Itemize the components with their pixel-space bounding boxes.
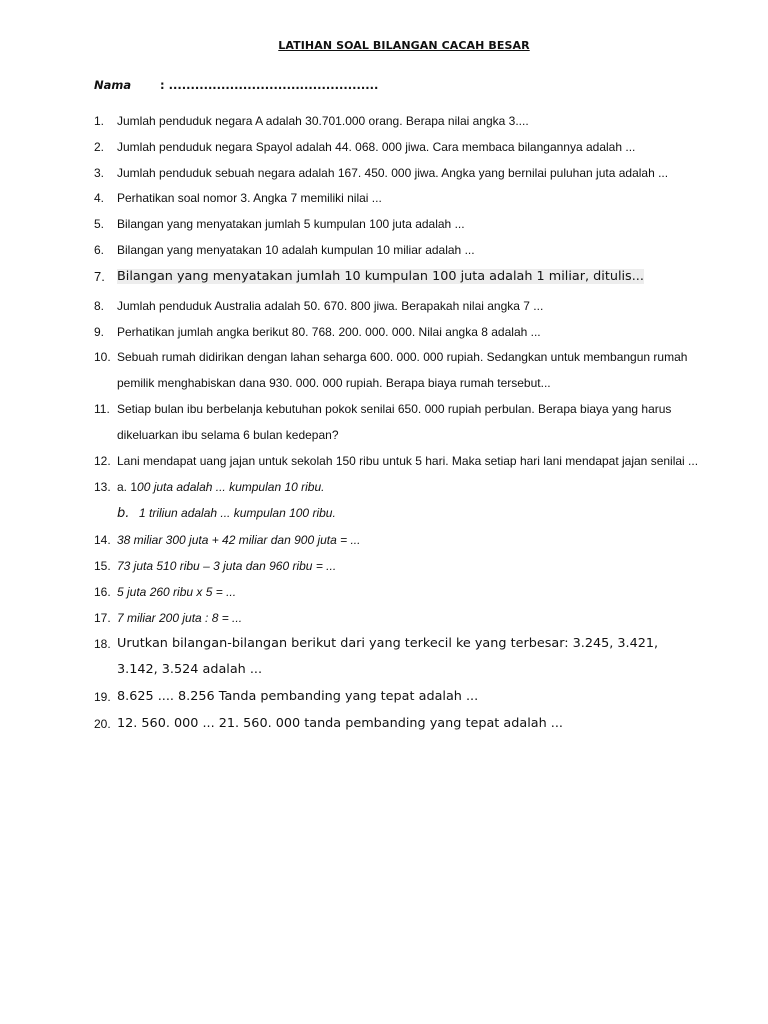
question-13b — [117, 500, 336, 527]
question-number: 1. — [94, 114, 105, 128]
question-number: 16. — [94, 585, 111, 599]
question-text: 73 juta 510 ribu – 3 juta dan 960 ribu = ... — [117, 559, 337, 573]
question-text: Perhatikan soal nomor 3. Angka 7 memiliki nilai ... — [117, 191, 382, 205]
question-text: Urutkan bilangan-bilangan berikut dari yang terkecil ke yang terbesar: 3.245, 3.421, 3.142, 3.524 adalah ... — [117, 636, 659, 677]
question-number: 17. — [94, 611, 111, 625]
question-text: Perhatikan jumlah angka berikut 80. 768. 200. 000. 000. Nilai angka 8 adalah ... — [117, 325, 541, 339]
question-8 — [94, 293, 714, 319]
question-text: Setiap bulan ibu berbelanja kebutuhan pokok senilai 650. 000 rupiah perbulan. Berapa biaya yang harus dikeluarkan ibu selama 6 bulan kedepan? — [117, 402, 672, 442]
name-field — [94, 78, 378, 92]
question-number: 7. — [94, 269, 105, 284]
question-text: 00 juta adalah ... kumpulan 10 ribu. — [137, 480, 325, 494]
question-number: 2. — [94, 140, 105, 154]
question-text: Bilangan yang menyatakan 10 adalah kumpulan 10 miliar adalah ... — [117, 243, 475, 257]
question-7 — [94, 264, 714, 290]
question-text: 8.625 .... 8.256 Tanda pembanding yang tepat adalah ... — [117, 689, 479, 704]
question-number: 3. — [94, 166, 105, 180]
question-14 — [94, 527, 714, 553]
question-number: 6. — [94, 243, 105, 257]
question-number: 4. — [94, 191, 105, 205]
name-label: Nama — [94, 78, 132, 92]
question-18 — [94, 631, 684, 683]
question-number: 19. — [94, 690, 111, 704]
question-12 — [94, 448, 734, 474]
question-number: 10. — [94, 350, 111, 364]
question-3 — [94, 160, 714, 186]
question-text: 5 juta 260 ribu x 5 = ... — [117, 585, 237, 599]
question-11 — [94, 396, 719, 448]
question-text: Jumlah penduduk negara A adalah 30.701.000 orang. Berapa nilai angka 3.... — [117, 114, 529, 128]
question-9 — [94, 319, 714, 345]
question-text: Bilangan yang menyatakan jumlah 5 kumpulan 100 juta adalah ... — [117, 217, 465, 231]
sub-label: b. — [117, 506, 130, 521]
question-number: 12. — [94, 454, 111, 468]
question-2 — [94, 134, 714, 160]
page-title: LATIHAN SOAL BILANGAN CACAH BESAR — [278, 39, 530, 52]
question-6 — [94, 237, 714, 263]
question-prefix: a. 1 — [117, 480, 138, 494]
question-number: 11. — [94, 402, 110, 416]
question-number: 5. — [94, 217, 105, 231]
name-blank: ................................................ — [168, 78, 379, 92]
question-16 — [94, 579, 714, 605]
question-text: 1 triliun adalah ... kumpulan 100 ribu. — [139, 506, 336, 520]
question-5 — [94, 211, 714, 237]
question-text: Sebuah rumah didirikan dengan lahan seharga 600. 000. 000 rupiah. Sedangkan untuk membangun rumah pemilik menghabiskan dana 930. 000. 000 rupiah. Berapa biaya rumah tersebut... — [117, 350, 688, 390]
question-number: 15. — [94, 559, 111, 573]
name-separator: : — [160, 78, 165, 92]
question-text: Bilangan yang menyatakan jumlah 10 kumpulan 100 juta adalah 1 miliar, ditulis... — [117, 269, 644, 284]
question-number: 13. — [94, 480, 111, 494]
question-13 — [94, 474, 714, 500]
question-number: 18. — [94, 637, 111, 651]
question-4 — [94, 185, 714, 211]
question-20 — [94, 711, 714, 737]
question-text: 12. 560. 000 ... 21. 560. 000 tanda pembanding yang tepat adalah ... — [117, 716, 563, 731]
question-text: Jumlah penduduk Australia adalah 50. 670. 800 jiwa. Berapakah nilai angka 7 ... — [117, 299, 544, 313]
question-text: 7 miliar 200 juta : 8 = ... — [117, 611, 243, 625]
question-number: 20. — [94, 717, 111, 731]
question-15 — [94, 553, 714, 579]
question-1 — [94, 108, 714, 134]
question-19 — [94, 684, 714, 710]
question-text: Jumlah penduduk negara Spayol adalah 44. 068. 000 jiwa. Cara membaca bilangannya adalah ... — [117, 140, 636, 154]
question-text: 38 miliar 300 juta + 42 miliar dan 900 juta = ... — [117, 533, 361, 547]
question-17 — [94, 605, 714, 631]
question-number: 8. — [94, 299, 105, 313]
question-number: 14. — [94, 533, 111, 547]
question-text: Jumlah penduduk sebuah negara adalah 167. 450. 000 jiwa. Angka yang bernilai puluhan juta adalah ... — [117, 166, 669, 180]
question-10 — [94, 344, 706, 396]
question-number: 9. — [94, 325, 105, 339]
question-text: Lani mendapat uang jajan untuk sekolah 150 ribu untuk 5 hari. Maka setiap hari lani mendapat jajan senilai ... — [117, 454, 699, 468]
